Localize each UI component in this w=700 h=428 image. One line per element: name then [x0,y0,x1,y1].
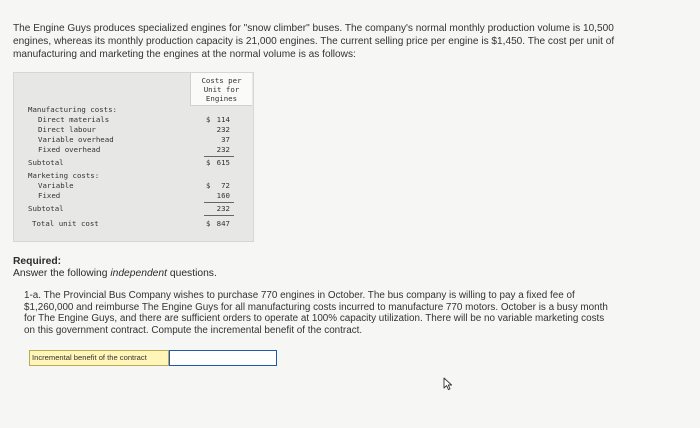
manufacturing-subtotal-row: Subtotal $ 615 [28,158,230,167]
incremental-benefit-input[interactable] [169,350,277,366]
marketing-fixed-row: Fixed 160 [38,191,230,200]
direct-materials-row: Direct materials $ 114 [38,115,230,124]
question-1a [24,290,664,336]
subtotal-underline [204,156,234,157]
intro-line: manufacturing and marketing the engines at the normal volume is as follows: [13,49,356,60]
required-section [13,256,217,280]
intro-line: The Engine Guys produces specialized engines for "snow climber" buses. The company's normal monthly production volume is 10,500 [13,23,614,34]
required-instruction: Answer the following independent questions. [13,268,217,279]
total-underline [204,215,234,216]
fixed-overhead-row: Fixed overhead 232 [38,145,230,154]
marketing-heading-row: Marketing costs: [28,171,100,180]
marketing-variable-row: Variable $ 72 [38,181,230,190]
variable-overhead-row: Variable overhead 37 [38,135,230,144]
subtotal-underline [204,202,234,203]
intro-line: engines, whereas its monthly production capacity is 21,000 engines. The current selling price per engine is $1,450. The cost per unit of [13,36,615,47]
question-line: for The Engine Guys, and there are sufficient orders to operate at 100% capacity utilization. There will be no variable marketing costs [24,313,605,325]
cost-table [13,72,254,242]
required-heading: Required: [13,256,62,267]
mouse-pointer-icon [443,377,453,391]
incremental-benefit-label: Incremental benefit of the contract [29,350,169,366]
question-line: 1-a. The Provincial Bus Company wishes to purchase 770 engines in October. The bus company is willing to pay a fixed fee of [24,290,575,301]
manufacturing-heading-row: Manufacturing costs: [28,105,117,114]
problem-intro [13,22,685,61]
question-line: $1,260,000 and reimburse The Engine Guys for all manufacturing costs incurred to manufacture 770 motors. October is a busy month [24,301,608,313]
question-line: on this government contract. Compute the incremental benefit of the contract. [24,324,363,336]
cost-table-header: Costs per Unit for Engines [190,73,252,106]
direct-labour-row: Direct labour 232 [38,125,230,134]
marketing-subtotal-row: Subtotal 232 [28,204,230,213]
total-unit-cost-row: Total unit cost $ 847 [32,219,230,228]
